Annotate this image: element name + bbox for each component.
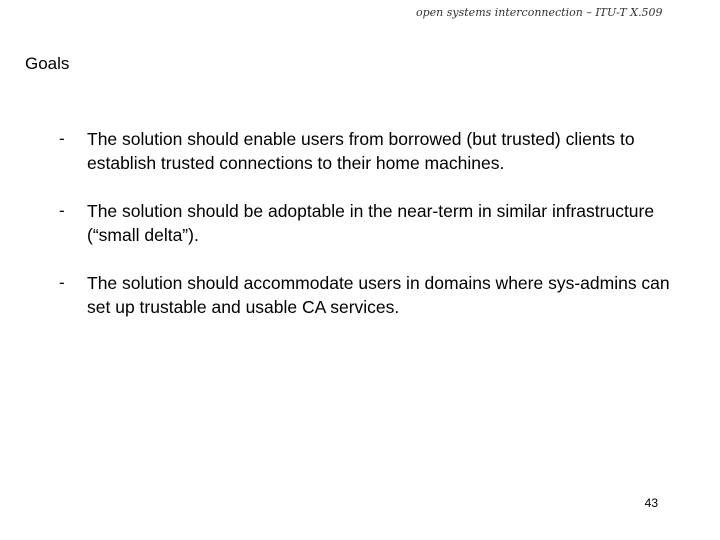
bullet-text: The solution should enable users from borrowed (but trusted) clients to establish trusted connections to their home machines. (87, 129, 635, 173)
bullet-item (59, 199, 679, 247)
bullet-marker: - (59, 201, 65, 220)
bullet-item (59, 127, 679, 175)
bullet-text: The solution should accommodate users in domains where sys-admins can set up trustable and usable CA services. (87, 273, 670, 317)
slide-title: Goals (25, 54, 70, 73)
page-number: 43 (644, 496, 658, 510)
bullet-text: The solution should be adoptable in the near-term in similar infrastructure (“small delta”). (87, 201, 655, 245)
bullet-list (59, 127, 679, 343)
bullet-marker: - (59, 273, 65, 292)
bullet-marker: - (59, 129, 65, 148)
bullet-item (59, 271, 679, 319)
slide-header: open systems interconnection – ITU-T X.509 (416, 6, 663, 19)
